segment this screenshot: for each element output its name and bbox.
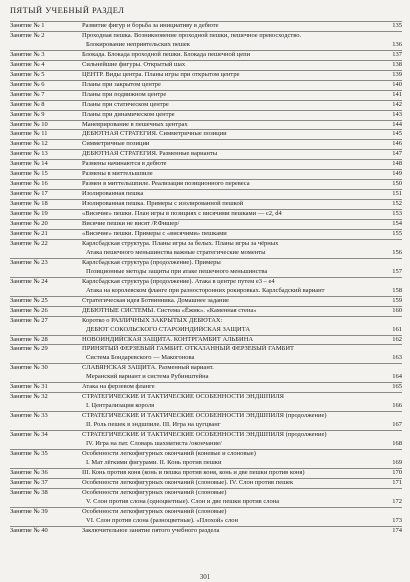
lesson-title: Атака на ферзевом фланге	[82, 383, 155, 391]
lesson-title: Атака пешечного меньшинства важные стратегические моменты	[86, 248, 266, 256]
page-ref: 157	[392, 267, 402, 275]
lesson-number: Занятие № 40	[10, 526, 48, 534]
lesson-number: Занятие № 36	[10, 468, 48, 476]
lesson-title: Особенности легкофигурных окончаний (слоновые). IV. Слон против пешек	[82, 478, 294, 486]
page-ref: 153	[392, 210, 402, 218]
lesson-title: Симметричные позиции	[82, 140, 150, 148]
page-ref: 149	[392, 170, 402, 178]
lesson-title: Особенности легкофигурных окончаний (слоновые)	[82, 488, 227, 496]
toc-row	[10, 189, 402, 199]
page-ref: 135	[392, 22, 402, 29]
lesson-number: Занятие № 23	[10, 258, 48, 266]
page-ref: 160	[392, 306, 402, 314]
page-ref: 139	[392, 70, 402, 78]
lesson-title: Планы при закрытом центре	[82, 80, 161, 88]
lesson-title: Позиционные методы защиты при атаке пешечного меньшинства	[86, 267, 268, 275]
lesson-title: Карлсбадская структура (продолжение). Примеры	[82, 258, 221, 266]
lesson-title: Заключительное занятие пятого учебного раздела	[82, 526, 220, 534]
page-ref: 140	[392, 80, 402, 88]
lesson-title: СЛАВЯНСКАЯ ЗАЩИТА. Разменный вариант.	[82, 364, 214, 372]
lesson-title: НОВОИНДИЙСКАЯ ЗАЩИТА. КОНТРГАМБИТ АЛЬБИНА	[82, 335, 254, 343]
page-ref: 138	[392, 60, 402, 68]
lesson-number: Занятие № 12	[10, 140, 48, 148]
lesson-title: Маневрирование в пешечных центрах	[82, 120, 188, 128]
lesson-number: Занятие № 34	[10, 431, 48, 439]
page-ref: 174	[392, 526, 402, 534]
lesson-title: СТРАТЕГИЧЕСКИЕ И ТАКТИЧЕСКИЕ ОСОБЕННОСТИ ЭНДШПИЛЯ (продолжение)	[82, 412, 327, 420]
lesson-title: «Висячие» пешки. Примеры с «висячими» пешками	[82, 230, 227, 238]
lesson-title: ДЕБЮТНАЯ СТРАТЕГИЯ. Разменные варианты	[82, 150, 218, 158]
page-ref: 141	[392, 90, 402, 98]
page-ref: 156	[392, 248, 402, 256]
toc-row	[10, 316, 402, 326]
toc-row	[10, 468, 402, 478]
lesson-title: Планы при динамическом центре	[82, 110, 175, 118]
lesson-title: Размены в миттельшпиле	[82, 170, 153, 178]
lesson-number: Занятие № 19	[10, 210, 48, 218]
lesson-title: V. Слон против слона (одноцветные). Слон и две пешки против слона	[86, 497, 280, 505]
lesson-number: Занятие № 31	[10, 383, 48, 391]
page-ref: 151	[392, 190, 402, 198]
lesson-title: Размены начинаются в дебюте	[82, 160, 167, 168]
page-ref: 146	[392, 140, 402, 148]
toc-row	[10, 268, 402, 277]
toc-row	[10, 344, 402, 354]
toc-row	[10, 229, 402, 239]
page-ref: 171	[392, 478, 402, 486]
toc-row	[10, 440, 402, 449]
lesson-title: Меранский вариант и система Рубинштейна	[86, 373, 209, 381]
lesson-number: Занятие № 16	[10, 180, 48, 188]
lesson-number: Занятие № 9	[10, 110, 45, 118]
lesson-title: СТРАТЕГИЧЕСКИЕ И ТАКТИЧЕСКИЕ ОСОБЕННОСТИ ЭНДШПИЛЯ	[82, 393, 284, 401]
lesson-title: ПРИНЯТЫЙ ФЕРЗЕВЫЙ ГАМБИТ. ОТКАЗАННЫЙ ФЕРЗЕВЫЙ ГАМБИТ	[82, 345, 294, 353]
lesson-number: Занятие № 27	[10, 316, 48, 324]
toc-row	[10, 100, 402, 110]
lesson-number: Занятие № 8	[10, 100, 45, 108]
toc-row	[10, 239, 402, 249]
lesson-title: СТРАТЕГИЧЕСКИЕ И ТАКТИЧЕСКИЕ ОСОБЕННОСТИ ЭНДШПИЛЯ (продолжение)	[82, 431, 327, 439]
lesson-title: VI. Слон против слона (разноцветные). «Плохой» слон	[86, 516, 239, 524]
toc-row	[10, 326, 402, 335]
lesson-number: Занятие № 21	[10, 230, 48, 238]
page-ref: 136	[392, 40, 402, 48]
toc-row	[10, 382, 402, 392]
toc-row	[10, 296, 402, 306]
lesson-number: Занятие № 30	[10, 364, 48, 372]
page-ref: 159	[392, 296, 402, 304]
lesson-title: Блокада. Блокада проходной пешки. Блокада пешечной цепи	[82, 50, 251, 58]
lesson-title: Сильнейшие фигуры. Открытый шах	[82, 60, 186, 68]
lesson-number: Занятие № 29	[10, 345, 48, 353]
lesson-number: Занятие № 2	[10, 31, 45, 39]
toc-row	[10, 517, 402, 526]
toc-row	[10, 354, 402, 363]
lesson-title: Блокирование неприятельских пешек	[86, 40, 190, 48]
lesson-title: Стратегическая идея Ботвинника. Домашнее задание	[82, 296, 229, 304]
toc-row	[10, 306, 402, 316]
lesson-number: Занятие № 4	[10, 60, 45, 68]
page-ref: 158	[392, 286, 402, 294]
lesson-number: Занятие № 15	[10, 170, 48, 178]
toc-row	[10, 287, 402, 296]
lesson-number: Занятие № 7	[10, 90, 45, 98]
lesson-title: ДЕБЮТНЫЕ СИСТЕМЫ. Система «Ёжик». «Каменная стена»	[82, 306, 257, 314]
toc-row	[10, 129, 402, 139]
toc-row	[10, 258, 402, 268]
page-ref: 143	[392, 110, 402, 118]
toc-row	[10, 411, 402, 421]
lesson-number: Занятие № 25	[10, 296, 48, 304]
lesson-title: Коротко о РАЗЛИЧНЫХ ЗАКРЫТЫХ ДЕБЮТАХ:	[82, 316, 223, 324]
toc-row	[10, 60, 402, 70]
toc-row	[10, 430, 402, 440]
lesson-title: Особенности легкофигурных окончаний (слоновые)	[82, 507, 227, 515]
page-ref: 169	[392, 458, 402, 466]
table-of-contents	[10, 21, 402, 536]
lesson-title: Развитие фигур и борьба за инициативу в дебюте	[82, 22, 219, 29]
lesson-title: Висячие пешки не висят /Р.Фишер/	[82, 220, 180, 228]
page-ref: 161	[392, 325, 402, 333]
toc-row	[10, 31, 402, 41]
lesson-number: Занятие № 11	[10, 130, 48, 138]
lesson-number: Занятие № 28	[10, 335, 48, 343]
toc-row	[10, 478, 402, 488]
lesson-title: Система Бондаревского — Макогонова	[86, 354, 195, 362]
lesson-number: Занятие № 10	[10, 120, 48, 128]
page-ref: 172	[392, 497, 402, 505]
toc-row	[10, 277, 402, 287]
lesson-number: Занятие № 37	[10, 478, 48, 486]
toc-row	[10, 50, 402, 60]
toc-row	[10, 421, 402, 430]
page-ref: 164	[392, 373, 402, 381]
page-ref: 155	[392, 230, 402, 238]
toc-row	[10, 139, 402, 149]
lesson-number: Занятие № 6	[10, 80, 45, 88]
lesson-title: Карлсбадская структура. Планы игры за белых. Планы игры за чёрных	[82, 239, 279, 247]
page-ref: 163	[392, 354, 402, 362]
lesson-number: Занятие № 14	[10, 160, 48, 168]
toc-row	[10, 526, 402, 536]
page-ref: 162	[392, 335, 402, 343]
lesson-number: Занятие № 39	[10, 507, 48, 515]
lesson-title: Карлсбадская структура (продолжение). Атака в центре путем e3 – e4	[82, 277, 275, 285]
page-ref: 152	[392, 200, 402, 208]
toc-row	[10, 373, 402, 382]
page-ref: 154	[392, 220, 402, 228]
lesson-number: Занятие № 35	[10, 449, 48, 457]
lesson-title: I. Мат лёгкими фигурами. II. Конь против пешки	[86, 458, 222, 466]
lesson-title: ДЕБЮТ СОКОЛЬСКОГО СТАРОИНДИЙСКАЯ ЗАЩИТА	[86, 325, 251, 333]
lesson-title: Атака на королевском фланге при разносторонних рокировках. Карлсбадский вариант	[86, 286, 325, 294]
section-title: ПЯТЫЙ УЧЕБНЫЙ РАЗДЕЛ	[10, 6, 125, 15]
page-ref: 168	[392, 439, 402, 447]
lesson-number: Занятие № 18	[10, 200, 48, 208]
page-ref: 167	[392, 421, 402, 429]
lesson-title: ДЕБЮТНАЯ СТРАТЕГИЯ. Симметричные позиции	[82, 130, 227, 138]
lesson-title: II. Роль пешек в эндшпиле. III. Игра на цугцванг	[86, 421, 221, 429]
toc-row	[10, 199, 402, 209]
toc-row	[10, 392, 402, 402]
page-ref: 144	[392, 120, 402, 128]
page-ref: 173	[392, 516, 402, 524]
lesson-title: Изолированная пешка	[82, 190, 144, 198]
page-ref: 147	[392, 150, 402, 158]
page-ref: 170	[392, 468, 402, 476]
toc-row	[10, 179, 402, 189]
page-ref: 150	[392, 180, 402, 188]
page-ref: 142	[392, 100, 402, 108]
toc-row	[10, 459, 402, 468]
toc-row	[10, 120, 402, 130]
toc-row	[10, 335, 402, 345]
toc-row	[10, 249, 402, 258]
lesson-title: Размен в миттельшпиле. Реализация позиционного перевеса	[82, 180, 250, 188]
lesson-number: Занятие № 1	[10, 22, 45, 29]
toc-row	[10, 449, 402, 459]
lesson-number: Занятие № 17	[10, 190, 48, 198]
toc-row	[10, 149, 402, 159]
lesson-title: I. Централизация короля	[86, 402, 155, 410]
page-ref: 165	[392, 383, 402, 391]
toc-row	[10, 507, 402, 517]
lesson-title: Особенности легкофигурных окончаний (коневые и слоновые)	[82, 449, 256, 457]
lesson-title: ЦЕНТР. Виды центра. Планы игры при открытом центре	[82, 70, 240, 78]
lesson-number: Занятие № 24	[10, 277, 48, 285]
lesson-number: Занятие № 20	[10, 220, 48, 228]
toc-row	[10, 498, 402, 507]
lesson-number: Занятие № 13	[10, 150, 48, 158]
toc-row	[10, 363, 402, 373]
page-ref: 148	[392, 160, 402, 168]
toc-row	[10, 41, 402, 50]
lesson-title: Изолированная пешка. Примеры с изолированной пешкой	[82, 200, 244, 208]
toc-row	[10, 169, 402, 179]
lesson-title: III. Конь против коня (конь и пешка против коня, конь и две пешки против коня)	[82, 468, 305, 476]
lesson-title: Планы при подвижном центре	[82, 90, 167, 98]
toc-row	[10, 209, 402, 219]
toc-row	[10, 488, 402, 498]
lesson-title: IV. Игра на пат. Словарь шахматиста /окончание/	[86, 439, 222, 447]
toc-row	[10, 70, 402, 80]
toc-row	[10, 80, 402, 90]
lesson-number: Занятие № 22	[10, 239, 48, 247]
toc-row	[10, 159, 402, 169]
lesson-number: Занятие № 26	[10, 306, 48, 314]
lesson-number: Занятие № 3	[10, 50, 45, 58]
lesson-number: Занятие № 38	[10, 488, 48, 496]
lesson-title: Планы при статическом центре	[82, 100, 169, 108]
toc-row	[10, 21, 402, 31]
toc-row	[10, 110, 402, 120]
lesson-title: «Висячие» пешки. План игры в позициях с висячими пешками — c2, d4	[82, 210, 282, 218]
page-ref: 166	[392, 402, 402, 410]
page-ref: 137	[392, 50, 402, 58]
lesson-number: Занятие № 32	[10, 393, 48, 401]
toc-row	[10, 219, 402, 229]
lesson-title: Проходная пешка. Возникновение проходной пешки, пешечное превосходство.	[82, 31, 302, 39]
page-ref: 145	[392, 130, 402, 138]
toc-row	[10, 402, 402, 411]
lesson-number: Занятие № 5	[10, 70, 45, 78]
page-number: 301	[199, 573, 211, 581]
toc-row	[10, 90, 402, 100]
lesson-number: Занятие № 33	[10, 412, 48, 420]
